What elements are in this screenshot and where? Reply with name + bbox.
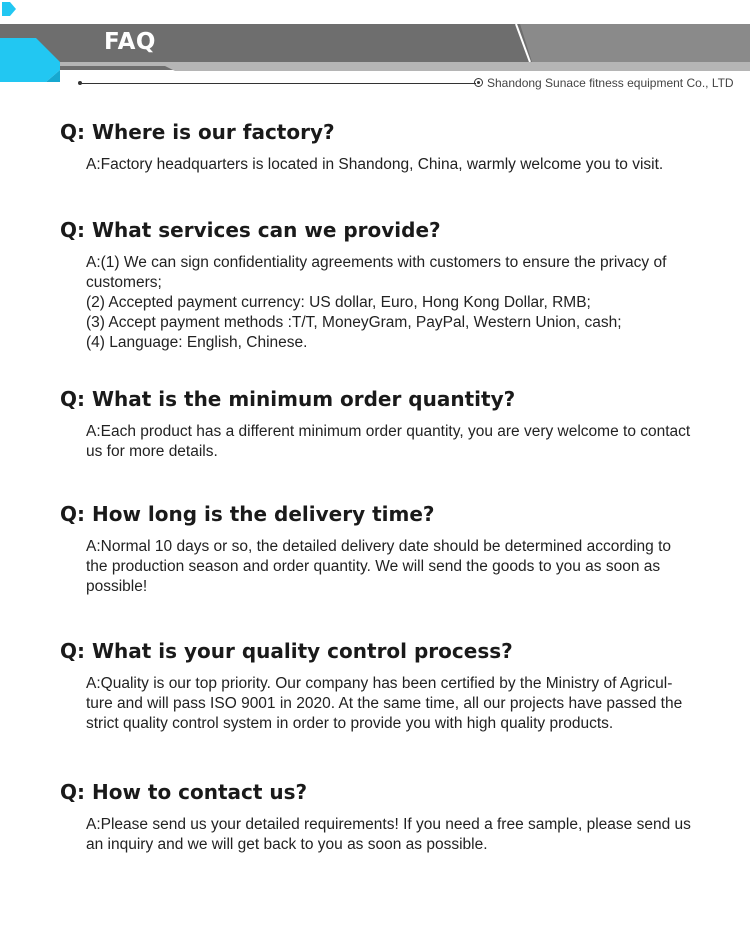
answer-line: (4) Language: English, Chinese. (86, 334, 308, 351)
faq-answer (86, 815, 740, 855)
faq-question: Q: What is your quality control process? (60, 639, 513, 663)
answer-line: A:(1) We can sign confidentiality agreements with customers to ensure the privacy of (86, 254, 667, 271)
answer-line: strict quality control system in order to provide you with high quality products. (86, 715, 614, 732)
faq-question: Q: What services can we provide? (60, 218, 441, 242)
faq-item (60, 501, 740, 597)
faq-question: Q: What is the minimum order quantity? (60, 387, 516, 411)
answer-line: A:Each product has a different minimum order quantity, you are very welcome to contact (86, 423, 691, 440)
answer-line: an inquiry and we will get back to you as soon as possible. (86, 836, 488, 853)
arrow-right-icon (0, 0, 18, 18)
faq-answer (86, 422, 740, 462)
answer-line: (3) Accept payment methods :T/T, MoneyGram, PayPal, Western Union, cash; (86, 314, 622, 331)
answer-line: customers; (86, 274, 162, 291)
faq-answer (86, 155, 740, 175)
answer-line: A:Please send us your detailed requirements! If you need a free sample, please send us (86, 816, 691, 833)
circle-bullet-icon (474, 78, 483, 87)
header-divider (80, 83, 476, 84)
faq-answer (86, 674, 740, 734)
answer-line: ture and will pass ISO 9001 in 2020. At the same time, all our projects have passed the (86, 695, 683, 712)
page-title: FAQ (104, 29, 156, 55)
faq-item (60, 217, 740, 353)
faq-item (60, 386, 740, 462)
answer-line: the production season and order quantity. We will send the goods to you as soon as (86, 558, 661, 575)
faq-item (60, 119, 740, 175)
faq-item (60, 638, 740, 734)
company-name: Shandong Sunace fitness equipment Co., LTD (487, 76, 734, 90)
answer-line: possible! (86, 578, 148, 595)
faq-question: Q: How long is the delivery time? (60, 502, 435, 526)
faq-question: Q: Where is our factory? (60, 120, 335, 144)
answer-line: A:Factory headquarters is located in Shandong, China, warmly welcome you to visit. (86, 156, 664, 173)
answer-line: (2) Accepted payment currency: US dollar, Euro, Hong Kong Dollar, RMB; (86, 294, 591, 311)
answer-line: A:Quality is our top priority. Our company has been certified by the Ministry of Agricul- (86, 675, 673, 692)
faq-item (60, 779, 740, 855)
faq-answer (86, 253, 740, 353)
answer-line: us for more details. (86, 443, 218, 460)
answer-line: A:Normal 10 days or so, the detailed delivery date should be determined according to (86, 538, 672, 555)
faq-answer (86, 537, 740, 597)
faq-question: Q: How to contact us? (60, 780, 308, 804)
divider-dot (78, 81, 82, 85)
